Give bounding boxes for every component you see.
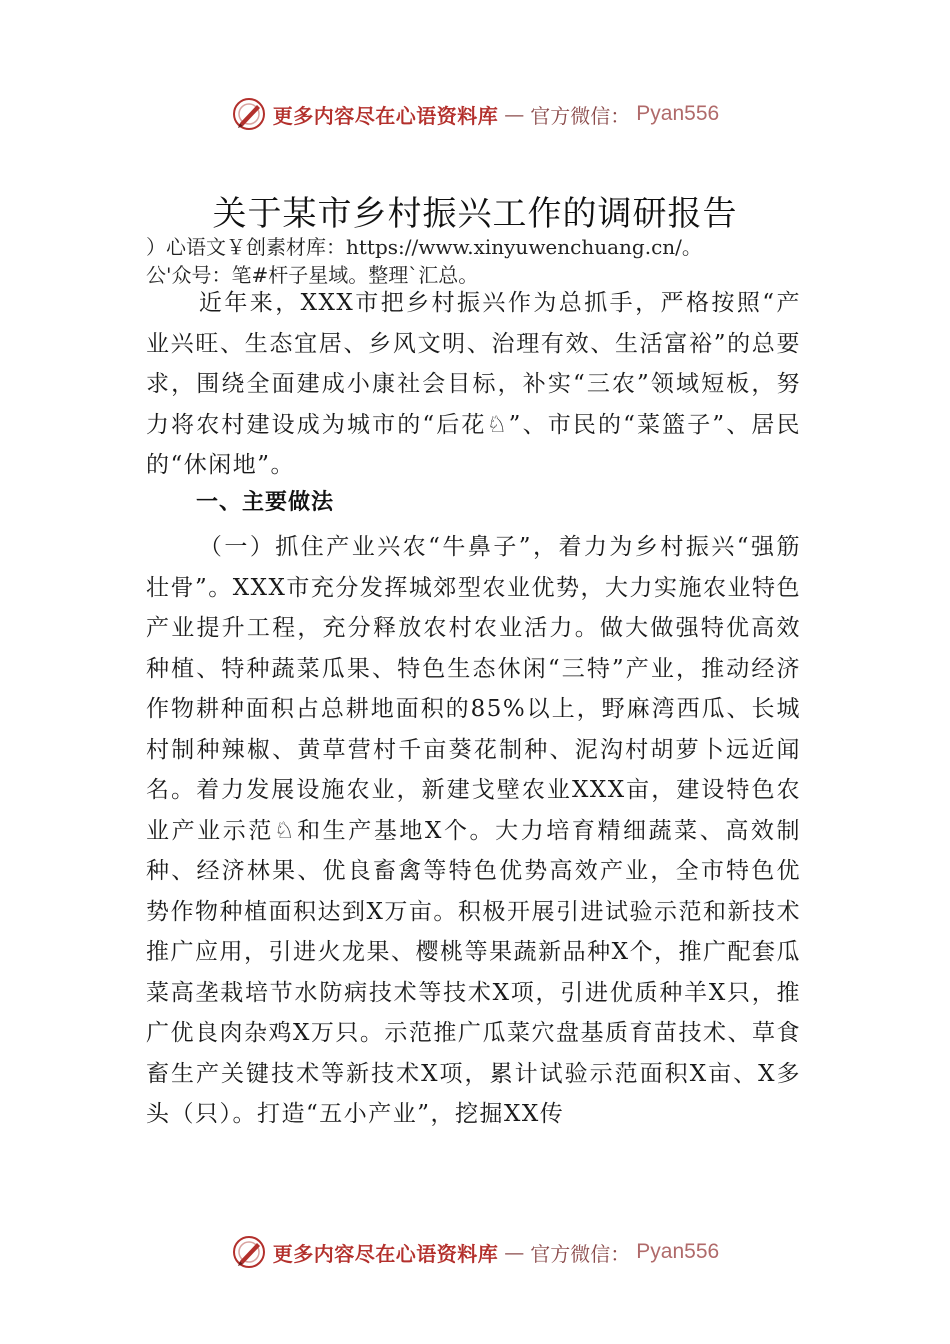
banner-separator: —	[504, 1240, 525, 1264]
banner-wechat-id: Pyan556	[636, 1240, 720, 1263]
banner-wechat-label: 官方微信：	[530, 103, 631, 128]
source-line-2: 公'众号：笔#杆子星域。整理`汇总。	[146, 263, 479, 287]
footer-watermark-banner	[0, 1230, 950, 1274]
banner-brand-text: 更多内容尽在心语资料库	[272, 1241, 499, 1266]
banner-brand-text: 更多内容尽在心语资料库	[272, 103, 499, 128]
library-logo-icon	[231, 96, 267, 132]
header-watermark-banner	[0, 92, 950, 136]
section-body-paragraph: （一）抓住产业兴农“牛鼻子”，着力为乡村振兴“强筋壮骨”。XXX市充分发挥城郊型农业优势，大力实施农业特色产业提升工程，充分释放农村农业活力。做大做强特优高效种植、特种蔬菜瓜果、特色生态休闲“三特”产业，推动经济作物耕种面积占总耕地面积的85%以上，野麻湾西瓜、长城村制种辣椒、黄草营村千亩葵花制种、泥沟村胡萝卜远近闻名。着力发展设施农业，新建戈壁农业XXX亩，建设特色农业产业示范♘和生产基地X个。大力培育精细蔬菜、高效制种、经济林果、优良畜禽等特色优势高效产业，全市特色优势作物种植面积达到X万亩。积极开展引进试验示范和新技术推广应用，引进火龙果、樱桃等果蔬新品种X个，推广配套瓜菜高垄栽培节水防病技术等技术X项，引进优质种羊X只，推广优良肉杂鸡X万只。示范推广瓜菜穴盘基质育苗技术、草食畜生产关键技术等新技术X项，累计试验示范面积X亩、X多头（只）。打造“五小产业”，挖掘XX传	[146, 534, 801, 1127]
source-line-1: ）心语文￥创素材库：https://www.xinyuwenchuang.cn/。	[146, 235, 702, 259]
banner-wechat-label: 官方微信：	[530, 1241, 631, 1266]
document-title: 关于某市乡村振兴工作的调研报告	[212, 194, 738, 234]
library-logo-icon	[231, 1234, 267, 1270]
banner-wechat-id: Pyan556	[636, 102, 720, 125]
banner-separator: —	[504, 102, 525, 126]
section-heading: 一、主要做法	[196, 490, 335, 515]
intro-paragraph: 近年来，XXX市把乡村振兴作为总抓手，严格按照“产业兴旺、生态宜居、乡风文明、治理有效、生活富裕”的总要求，围绕全面建成小康社会目标，补实“三农”领域短板，努力将农村建设成为城市的“后花♘”、市民的“菜篮子”、居民的“休闲地”。	[146, 290, 801, 478]
